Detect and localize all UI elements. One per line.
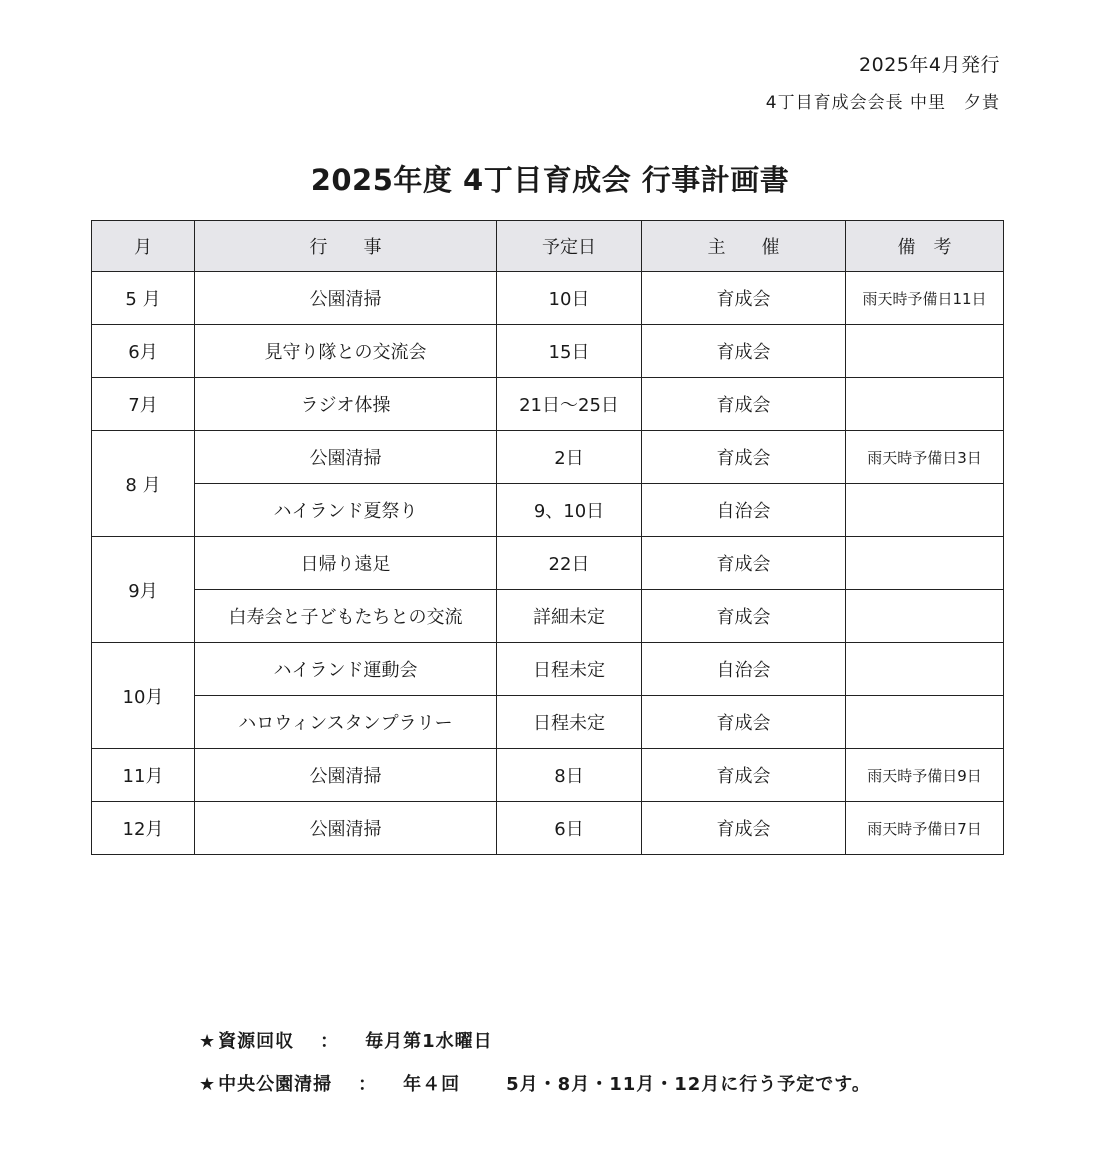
note-cell: 雨天時予備日9日 <box>846 749 1004 802</box>
recycling-value: 毎月第1水曜日 <box>365 1031 493 1052</box>
event-cell: ハイランド夏祭り <box>195 484 497 537</box>
star-icon: ★ <box>199 1074 217 1095</box>
date-cell: 6日 <box>497 802 642 855</box>
issuer-name: 4丁目育成会会長 中里 夕貴 <box>765 93 1000 113</box>
event-cell: 公園清掃 <box>195 431 497 484</box>
park-cleaning-label: 中央公園清掃 <box>218 1074 333 1095</box>
header-note: 備 考 <box>846 221 1004 272</box>
separator: ： <box>320 1031 340 1052</box>
table-row <box>92 749 1004 802</box>
month-cell: 11月 <box>92 749 195 802</box>
host-cell: 育成会 <box>642 431 846 484</box>
table-row <box>92 484 1004 537</box>
table-row <box>92 537 1004 590</box>
table-body <box>92 272 1004 855</box>
note-cell: 雨天時予備日3日 <box>846 431 1004 484</box>
host-cell: 育成会 <box>642 696 846 749</box>
event-cell: 公園清掃 <box>195 749 497 802</box>
host-cell: 育成会 <box>642 272 846 325</box>
month-cell: 8 月 <box>92 431 195 537</box>
note-cell <box>846 378 1004 431</box>
month-cell: 12月 <box>92 802 195 855</box>
note-cell <box>846 537 1004 590</box>
date-cell: 日程未定 <box>497 696 642 749</box>
note-cell <box>846 696 1004 749</box>
date-cell: 詳細未定 <box>497 590 642 643</box>
park-cleaning-frequency: 年４回 <box>403 1074 461 1095</box>
table-row <box>92 802 1004 855</box>
issue-date: 2025年4月発行 <box>859 54 1000 76</box>
header-date: 予定日 <box>497 221 642 272</box>
table-row <box>92 325 1004 378</box>
date-cell: 10日 <box>497 272 642 325</box>
event-cell: ハロウィンスタンプラリー <box>195 696 497 749</box>
event-cell: 白寿会と子どもたちとの交流 <box>195 590 497 643</box>
header-host: 主 催 <box>642 221 846 272</box>
event-cell: 日帰り遠足 <box>195 537 497 590</box>
host-cell: 育成会 <box>642 537 846 590</box>
date-cell: 21日～25日 <box>497 378 642 431</box>
header-month: 月 <box>92 221 195 272</box>
month-cell: 7月 <box>92 378 195 431</box>
recycling-note <box>199 1027 493 1053</box>
separator: ： <box>358 1074 378 1095</box>
note-cell: 雨天時予備日11日 <box>846 272 1004 325</box>
host-cell: 育成会 <box>642 802 846 855</box>
date-cell: 日程未定 <box>497 643 642 696</box>
date-cell: 15日 <box>497 325 642 378</box>
month-cell: 10月 <box>92 643 195 749</box>
host-cell: 育成会 <box>642 749 846 802</box>
month-cell: 5 月 <box>92 272 195 325</box>
table-row <box>92 696 1004 749</box>
note-cell <box>846 484 1004 537</box>
park-cleaning-detail: 5月・8月・11月・12月に行う予定です。 <box>506 1074 871 1095</box>
host-cell: 育成会 <box>642 325 846 378</box>
date-cell: 2日 <box>497 431 642 484</box>
table-row <box>92 643 1004 696</box>
host-cell: 自治会 <box>642 643 846 696</box>
event-cell: ハイランド運動会 <box>195 643 497 696</box>
month-cell: 6月 <box>92 325 195 378</box>
month-cell: 9月 <box>92 537 195 643</box>
table-row <box>92 590 1004 643</box>
host-cell: 育成会 <box>642 590 846 643</box>
event-schedule-table <box>91 220 1004 855</box>
date-cell: 8日 <box>497 749 642 802</box>
event-cell: 公園清掃 <box>195 272 497 325</box>
table-row <box>92 431 1004 484</box>
date-cell: 22日 <box>497 537 642 590</box>
star-icon: ★ <box>199 1031 217 1052</box>
note-cell <box>846 643 1004 696</box>
table-row <box>92 378 1004 431</box>
header-event: 行 事 <box>195 221 497 272</box>
table-header-row <box>92 221 1004 272</box>
recycling-label: 資源回収 <box>218 1031 295 1052</box>
host-cell: 自治会 <box>642 484 846 537</box>
document-title: 2025年度 4丁目育成会 行事計画書 <box>310 163 790 197</box>
event-cell: 公園清掃 <box>195 802 497 855</box>
event-cell: 見守り隊との交流会 <box>195 325 497 378</box>
date-cell: 9、10日 <box>497 484 642 537</box>
event-cell: ラジオ体操 <box>195 378 497 431</box>
note-cell <box>846 590 1004 643</box>
host-cell: 育成会 <box>642 378 846 431</box>
table-row <box>92 272 1004 325</box>
note-cell: 雨天時予備日7日 <box>846 802 1004 855</box>
note-cell <box>846 325 1004 378</box>
park-cleaning-note <box>199 1070 871 1096</box>
